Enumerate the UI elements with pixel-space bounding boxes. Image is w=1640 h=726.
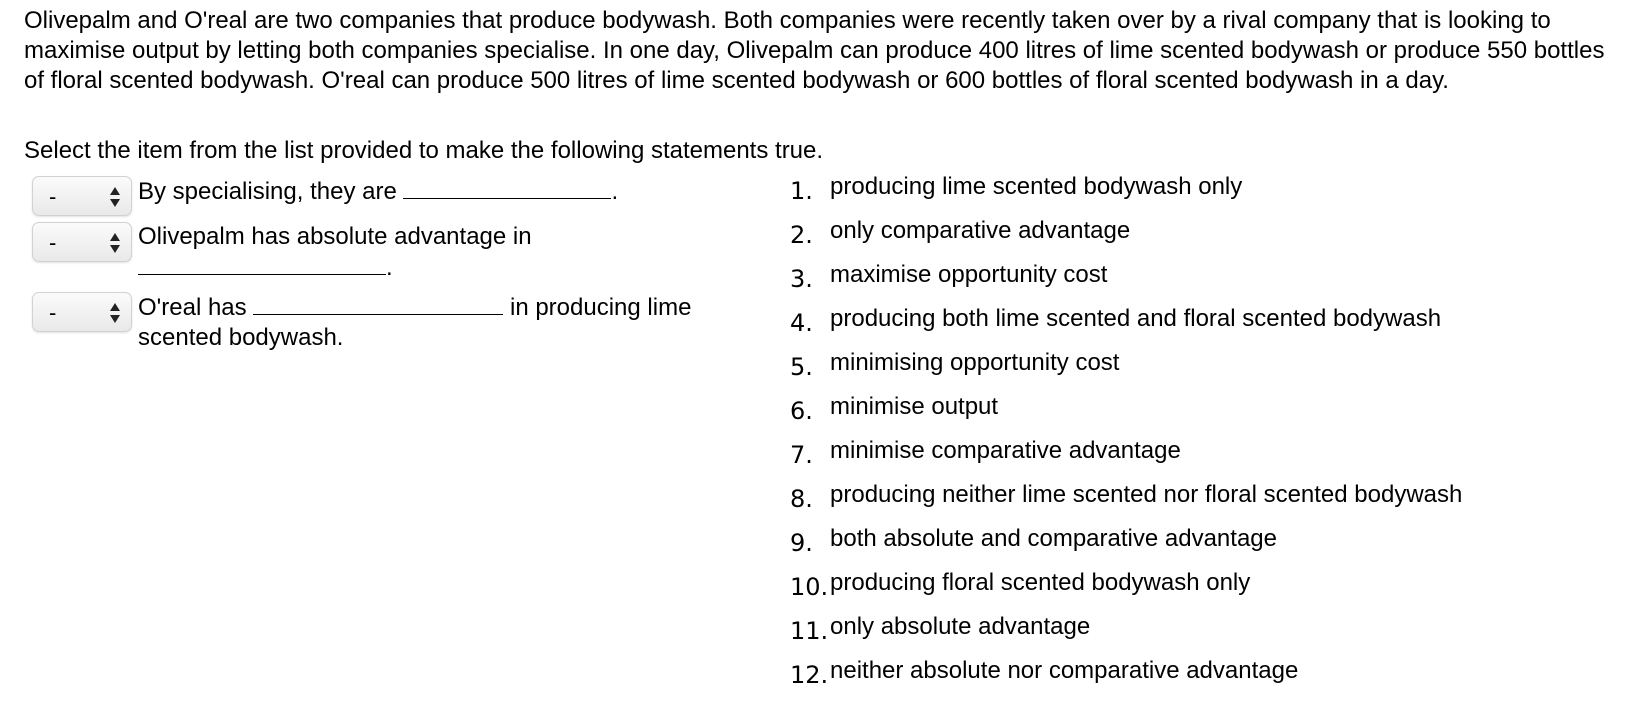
option-item-10: [790, 566, 1462, 610]
option-number: 3.: [790, 265, 813, 293]
option-label: producing lime scented bodywash only: [830, 173, 1243, 200]
option-label: minimising opportunity cost: [830, 349, 1120, 376]
up-down-arrows-icon: [109, 186, 121, 208]
option-number: 2.: [790, 221, 813, 249]
option-item-12: [790, 654, 1462, 698]
statement-text-after: .: [386, 254, 393, 281]
up-down-arrows-icon: [109, 302, 121, 324]
option-item-7: [790, 434, 1462, 478]
answer-select-1[interactable]: [32, 176, 132, 216]
up-down-arrows-icon: [109, 232, 121, 254]
answer-blank: [253, 292, 503, 315]
option-number: 7.: [790, 441, 813, 469]
statement-text: [138, 222, 698, 283]
option-item-2: [790, 214, 1462, 258]
option-number: 12.: [790, 661, 829, 689]
option-label: both absolute and comparative advantage: [830, 525, 1277, 552]
option-label: producing both lime scented and floral scented bodywash: [830, 305, 1442, 332]
option-item-1: [790, 170, 1462, 214]
statement-text-after: .: [611, 178, 619, 205]
option-item-3: [790, 258, 1462, 302]
statement-text-before: By specialising, they are: [138, 178, 404, 205]
option-label: neither absolute nor comparative advantage: [830, 657, 1299, 684]
option-number: 6.: [790, 397, 813, 425]
option-item-9: [790, 522, 1462, 566]
option-number: 10.: [790, 573, 829, 601]
answer-select-2[interactable]: [32, 222, 132, 262]
option-number: 11.: [790, 617, 829, 645]
statement-text: [138, 176, 728, 207]
option-number: 5.: [790, 353, 813, 381]
option-item-5: [790, 346, 1462, 390]
option-item-6: [790, 390, 1462, 434]
statement-3: [32, 292, 718, 353]
select-value: -: [49, 300, 57, 325]
statement-text-before: O'real has: [138, 294, 254, 321]
option-number: 9.: [790, 529, 813, 557]
statement-text: [138, 292, 718, 353]
select-value: -: [49, 230, 57, 255]
option-label: minimise output: [830, 393, 999, 420]
options-list: [790, 170, 1463, 698]
option-number: 1.: [790, 177, 813, 205]
option-label: only absolute advantage: [830, 613, 1091, 640]
statement-text-before: Olivepalm has absolute advantage in: [138, 223, 532, 250]
statement-1: [32, 176, 728, 216]
option-item-4: [790, 302, 1462, 346]
instruction-text: Select the item from the list provided to make the following statements true.: [24, 137, 824, 164]
answer-blank: [138, 252, 386, 275]
option-number: 8.: [790, 485, 813, 513]
option-label: maximise opportunity cost: [830, 261, 1108, 288]
option-label: only comparative advantage: [830, 217, 1131, 244]
option-label: minimise comparative advantage: [830, 437, 1181, 464]
select-value: -: [49, 184, 57, 209]
option-number: 4.: [790, 309, 813, 337]
statement-text-after: in producing lime scented bodywash.: [138, 294, 692, 351]
option-item-11: [790, 610, 1462, 654]
option-label: producing neither lime scented nor floral scented bodywash: [830, 481, 1463, 508]
option-label: producing floral scented bodywash only: [830, 569, 1251, 596]
answer-blank: [403, 176, 611, 199]
statement-2: [32, 222, 698, 283]
answer-select-3[interactable]: [32, 292, 132, 332]
question-text: Olivepalm and O'real are two companies that produce bodywash. Both companies were recently taken over by a rival company that is looking to maximise output by letting both companies specialise. In one day, Olivepalm can produce 400 litres of lime scented bodywash or produce 550 bottles of floral scented bodywash. O'real can produce 500 litres of lime scented bodywash or 600 bottles of floral scented bodywash in a day.: [24, 7, 1605, 94]
option-item-8: [790, 478, 1463, 522]
